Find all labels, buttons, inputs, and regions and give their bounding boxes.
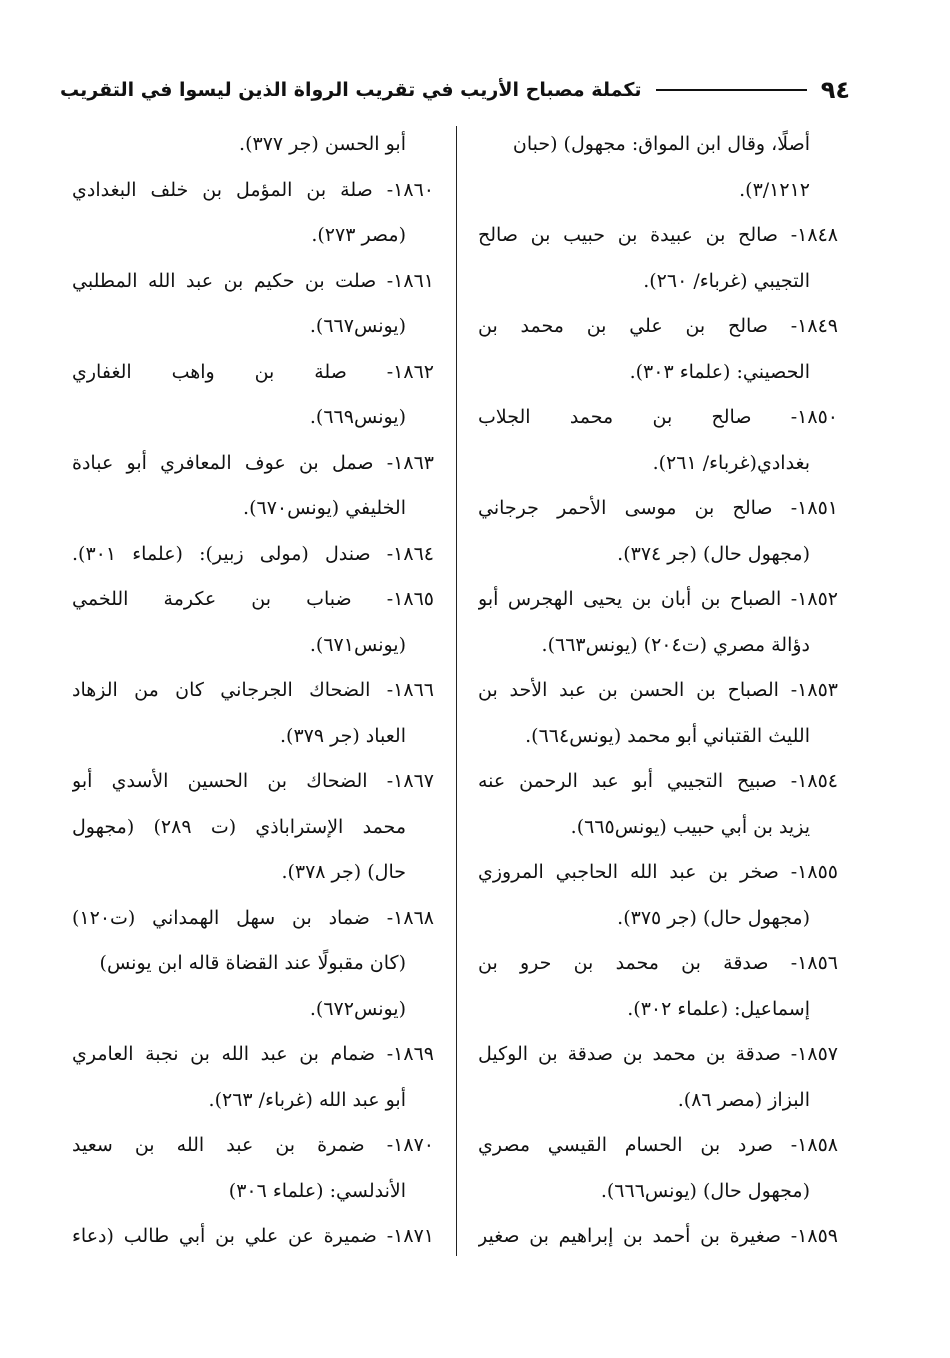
text-line: دؤالة مصري (ت٢٠٤) (يونس٦٦٣). [541, 633, 810, 656]
text-line: أصلًا، وقال ابن المواق: مجهول) (حبان [512, 133, 810, 155]
header-rule [656, 89, 807, 91]
text-line: (يونس٦٧١). [309, 633, 406, 656]
entry-line: ١٨٥٦- صدقة بن محمد بن حرو بن [478, 952, 838, 974]
text-line: (يونس٦٦٩). [309, 406, 406, 428]
entry-line: ١٨٥٥- صخر بن عبد الله الحاجبي المروزي [478, 861, 838, 883]
text-line: حال) (جر ٣٧٨). [281, 861, 406, 883]
entry-line: ١٨٥٨- صرد بن الحسام القيسي مصري [478, 1134, 838, 1156]
entry-line: ١٨٤٩- صالح بن علي بن محمد بن [478, 315, 838, 337]
entry-line: ١٨٧٠- ضمرة بن عبد الله بن سعيد [72, 1134, 434, 1156]
entry-line: ١٨٥٩- صغيرة بن أحمد بن إبراهيم بن صغير [478, 1225, 838, 1247]
entry-line: ١٨٥٤- صبيح التجيبي أبو عبد الرحمن عنه [478, 770, 838, 792]
text-line: ٣/١٢١٢). [739, 178, 810, 201]
entry-line: ١٨٦٥- ضباب بن عكرمة اللخمي [72, 588, 434, 610]
entry-line: ١٨٦٣- صمل بن عوف المعافري أبو عبادة [72, 451, 434, 474]
text-line: (يونس٦٧٢). [309, 997, 406, 1020]
text-line: (مجهول حال) (جر ٣٧٥). [617, 906, 810, 929]
page-header [60, 68, 850, 112]
text-line: يزيد بن أبي حبيب (يونس٦٦٥). [570, 815, 810, 838]
entry-line: ١٨٦٢- صلة بن واهب الغفاري [72, 360, 434, 383]
text-line: (مجهول حال) (يونس٦٦٦). [600, 1179, 810, 1202]
text-line: البزاز (مصر ٨٦). [677, 1088, 810, 1111]
text-line: بغدادي(غرباء/ ٢٦١). [652, 451, 810, 474]
entry-line: ١٨٦٩- ضمام بن عبد الله بن نجبة العامري [72, 1043, 434, 1065]
entry-line: ١٨٥٧- صدقة بن محمد بن صدقة بن الوكيل [478, 1043, 838, 1065]
page-number: ٩٤ [820, 76, 850, 104]
text-line: العباد (جر ٣٧٩). [279, 724, 406, 747]
text-line: الأندلسي: (علماء ٣٠٦) [228, 1179, 406, 1202]
entry-line: ١٨٥٠- صالح بن محمد الجلاب [478, 406, 838, 428]
running-title: تكملة مصباح الأريب في تقريب الرواة الذين ليسوا في التقريب [60, 79, 642, 101]
text-line: الليث القتباني أبو محمد (يونس٦٦٤). [525, 724, 810, 747]
text-line: الخليفي (يونس٦٧٠). [243, 497, 406, 519]
entry-line: ١٨٥٢- الصباح بن أبان بن يحيى الهجرس أبو [478, 588, 838, 610]
text-line: (كان مقبولًا عند القضاة قاله ابن يونس) [99, 952, 406, 974]
entry-line: ١٨٥١- صالح بن موسى الأحمر جرجاني [478, 497, 838, 519]
left-column [72, 122, 434, 1260]
text-line: أبو الحسن (جر ٣٧٧). [239, 133, 406, 155]
entry-line: ١٨٧١- ضميرة عن علي بن أبي طالب (دعاء [72, 1225, 434, 1247]
entry-line: ١٨٦٤- صندل (مولى زبير): (علماء ٣٠١). [72, 542, 434, 565]
entry-line: ١٨٥٣- الصباح بن الحسن بن عبد الأحد بن [478, 679, 838, 701]
entry-line: ١٨٤٨- صالح بن عبيدة بن حبيب بن صالح [478, 224, 838, 246]
text-line: (مصر ٢٧٣). [311, 224, 406, 246]
right-column [478, 122, 838, 1260]
entry-line: ١٨٦٨- ضماد بن سهل الهمداني (ت١٢٠) [72, 906, 434, 929]
text-line: (مجهول حال) (جر ٣٧٤). [617, 542, 810, 565]
entry-line: ١٨٦١- صلت بن حكيم بن عبد الله المطلبي [72, 269, 434, 292]
text-line: التجيبي (غرباء/ ٢٦٠). [643, 269, 810, 292]
column-divider [456, 126, 457, 1256]
text-line: الحصيني: (علماء ٣٠٣). [629, 360, 810, 383]
text-line: محمد الإستراباذي (ت ٢٨٩) (مجهول [72, 815, 406, 838]
entry-line: ١٨٦٧- الضحاك بن الحسين الأسدي أبو [72, 770, 434, 792]
text-line: (يونس٦٦٧). [309, 315, 406, 337]
text-line: أبو عبد الله (غرباء/ ٢٦٣). [208, 1088, 406, 1111]
entry-line: ١٨٦٠- صلة بن المؤمل بن خلف البغدادي [72, 178, 434, 201]
entry-line: ١٨٦٦- الضحاك الجرجاني كان من الزهاد [72, 679, 434, 701]
text-line: إسماعيل: (علماء ٣٠٢). [627, 997, 810, 1020]
